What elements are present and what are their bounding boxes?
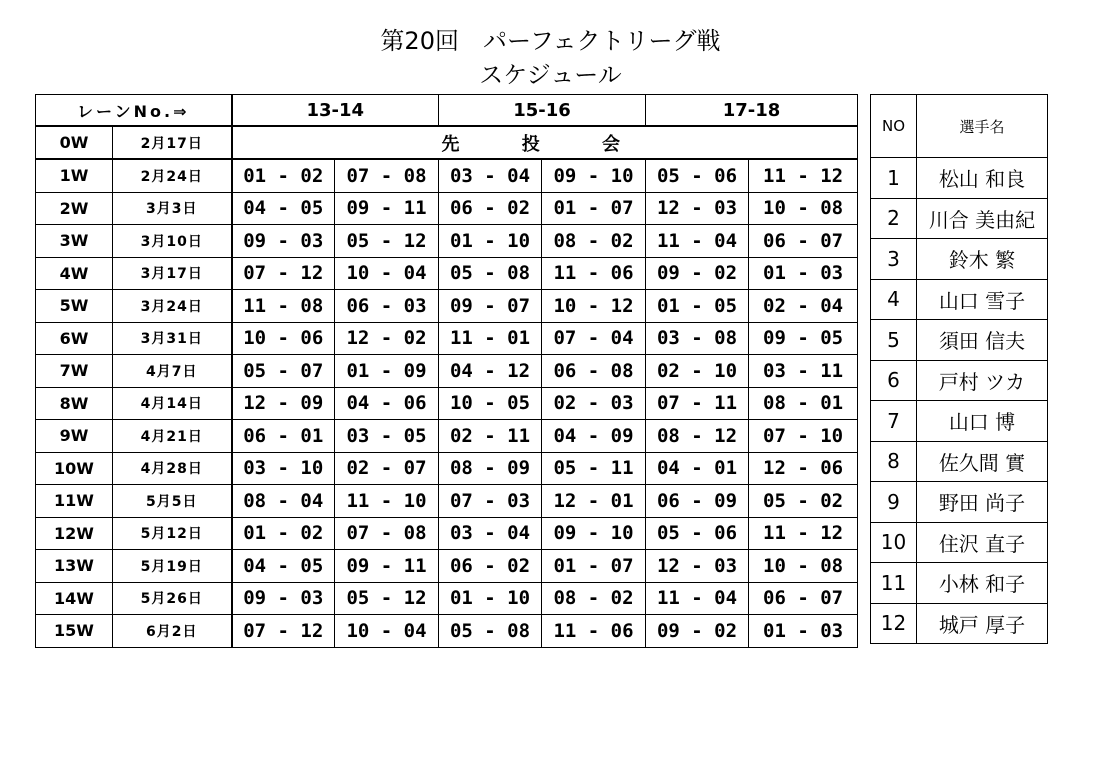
- date-cell: 2月17日: [113, 126, 232, 159]
- pre-session-note: 先 投 会: [232, 126, 858, 159]
- player-row: [871, 320, 1048, 361]
- lane-group-header: 17-18: [646, 95, 858, 127]
- week-cell: 7W: [36, 355, 113, 388]
- matchup-cell: 01 - 09: [335, 355, 439, 388]
- week-cell: 8W: [36, 387, 113, 420]
- date-cell: 5月26日: [113, 582, 232, 615]
- schedule-row: [36, 420, 858, 453]
- matchup-cell: 06 - 07: [749, 582, 858, 615]
- player-row: [871, 158, 1048, 199]
- matchup-cell: 06 - 01: [232, 420, 335, 453]
- matchup-cell: 06 - 02: [439, 192, 542, 225]
- matchup-cell: 02 - 04: [749, 290, 858, 323]
- player-number: 4: [871, 279, 917, 320]
- matchup-cell: 11 - 04: [646, 225, 749, 258]
- matchup-cell: 09 - 05: [749, 322, 858, 355]
- matchup-cell: 04 - 12: [439, 355, 542, 388]
- matchup-cell: 04 - 09: [542, 420, 646, 453]
- matchup-cell: 03 - 11: [749, 355, 858, 388]
- matchup-cell: 12 - 06: [749, 452, 858, 485]
- player-number: 6: [871, 360, 917, 401]
- matchup-cell: 10 - 06: [232, 322, 335, 355]
- matchup-cell: 06 - 03: [335, 290, 439, 323]
- player-number: 1: [871, 158, 917, 199]
- player-name: 鈴木 繁: [917, 239, 1048, 280]
- date-cell: 5月5日: [113, 485, 232, 518]
- date-cell: 3月17日: [113, 257, 232, 290]
- date-cell: 5月19日: [113, 550, 232, 583]
- date-cell: 4月14日: [113, 387, 232, 420]
- matchup-cell: 01 - 10: [439, 582, 542, 615]
- player-row: [871, 279, 1048, 320]
- player-name: 佐久間 實: [917, 441, 1048, 482]
- matchup-cell: 07 - 11: [646, 387, 749, 420]
- player-name-header: 選手名: [917, 95, 1048, 158]
- player-number: 9: [871, 482, 917, 523]
- week-cell: 10W: [36, 452, 113, 485]
- matchup-cell: 11 - 01: [439, 322, 542, 355]
- matchup-cell: 10 - 05: [439, 387, 542, 420]
- matchup-cell: 03 - 05: [335, 420, 439, 453]
- player-number: 8: [871, 441, 917, 482]
- date-cell: 4月28日: [113, 452, 232, 485]
- player-name: 山口 雪子: [917, 279, 1048, 320]
- matchup-cell: 06 - 08: [542, 355, 646, 388]
- matchup-cell: 08 - 04: [232, 485, 335, 518]
- player-name: 須田 信夫: [917, 320, 1048, 361]
- matchup-cell: 04 - 05: [232, 192, 335, 225]
- matchup-cell: 10 - 08: [749, 192, 858, 225]
- player-row: [871, 239, 1048, 280]
- matchup-cell: 02 - 11: [439, 420, 542, 453]
- matchup-cell: 07 - 08: [335, 159, 439, 192]
- matchup-cell: 11 - 04: [646, 582, 749, 615]
- schedule-row: [36, 355, 858, 388]
- matchup-cell: 10 - 04: [335, 257, 439, 290]
- player-number: 10: [871, 522, 917, 563]
- player-row: [871, 401, 1048, 442]
- player-row: [871, 522, 1048, 563]
- matchup-cell: 05 - 07: [232, 355, 335, 388]
- matchup-cell: 05 - 12: [335, 582, 439, 615]
- matchup-cell: 03 - 04: [439, 159, 542, 192]
- matchup-cell: 10 - 04: [335, 615, 439, 648]
- date-cell: 3月31日: [113, 322, 232, 355]
- schedule-row: [36, 257, 858, 290]
- player-number: 2: [871, 198, 917, 239]
- week-cell: 12W: [36, 517, 113, 550]
- matchup-cell: 10 - 08: [749, 550, 858, 583]
- player-row: [871, 360, 1048, 401]
- matchup-cell: 09 - 03: [232, 225, 335, 258]
- matchup-cell: 02 - 07: [335, 452, 439, 485]
- matchup-cell: 04 - 06: [335, 387, 439, 420]
- matchup-cell: 09 - 02: [646, 257, 749, 290]
- week-cell: 3W: [36, 225, 113, 258]
- player-name: 野田 尚子: [917, 482, 1048, 523]
- week-cell: 4W: [36, 257, 113, 290]
- matchup-cell: 05 - 08: [439, 615, 542, 648]
- matchup-cell: 08 - 12: [646, 420, 749, 453]
- matchup-cell: 07 - 12: [232, 257, 335, 290]
- matchup-cell: 07 - 12: [232, 615, 335, 648]
- lane-group-header: 15-16: [439, 95, 646, 127]
- matchup-cell: 01 - 07: [542, 550, 646, 583]
- player-number: 5: [871, 320, 917, 361]
- player-row: [871, 482, 1048, 523]
- schedule-table: [35, 94, 858, 648]
- week-cell: 14W: [36, 582, 113, 615]
- schedule-row: [36, 517, 858, 550]
- date-cell: 3月3日: [113, 192, 232, 225]
- matchup-cell: 09 - 02: [646, 615, 749, 648]
- schedule-row: [36, 615, 858, 648]
- matchup-cell: 11 - 06: [542, 615, 646, 648]
- matchup-cell: 03 - 08: [646, 322, 749, 355]
- matchup-cell: 09 - 10: [542, 517, 646, 550]
- player-number: 3: [871, 239, 917, 280]
- matchup-cell: 04 - 05: [232, 550, 335, 583]
- matchup-cell: 09 - 10: [542, 159, 646, 192]
- lane-number-label: レーンNo.⇒: [36, 95, 232, 127]
- matchup-cell: 01 - 03: [749, 257, 858, 290]
- date-cell: 4月7日: [113, 355, 232, 388]
- date-cell: 4月21日: [113, 420, 232, 453]
- player-row: [871, 563, 1048, 604]
- matchup-cell: 01 - 02: [232, 159, 335, 192]
- matchup-cell: 12 - 01: [542, 485, 646, 518]
- matchup-cell: 07 - 10: [749, 420, 858, 453]
- date-cell: 3月10日: [113, 225, 232, 258]
- player-row: [871, 603, 1048, 644]
- lane-group-header: 13-14: [232, 95, 439, 127]
- document-title: 第20回 パーフェクトリーグ戦: [380, 27, 721, 55]
- week-cell: 15W: [36, 615, 113, 648]
- matchup-cell: 11 - 10: [335, 485, 439, 518]
- matchup-cell: 12 - 03: [646, 550, 749, 583]
- date-cell: 3月24日: [113, 290, 232, 323]
- matchup-cell: 09 - 11: [335, 550, 439, 583]
- matchup-cell: 03 - 10: [232, 452, 335, 485]
- schedule-row: [36, 387, 858, 420]
- player-number: 11: [871, 563, 917, 604]
- week-cell: 2W: [36, 192, 113, 225]
- matchup-cell: 09 - 07: [439, 290, 542, 323]
- matchup-cell: 12 - 03: [646, 192, 749, 225]
- matchup-cell: 08 - 02: [542, 582, 646, 615]
- document-subtitle: スケジュール: [479, 61, 622, 89]
- player-name: 城戸 厚子: [917, 603, 1048, 644]
- matchup-cell: 05 - 06: [646, 159, 749, 192]
- player-no-header: NO: [871, 95, 917, 158]
- matchup-cell: 09 - 11: [335, 192, 439, 225]
- matchup-cell: 05 - 11: [542, 452, 646, 485]
- player-name: 戸村 ツカ: [917, 360, 1048, 401]
- matchup-cell: 02 - 03: [542, 387, 646, 420]
- matchup-cell: 08 - 01: [749, 387, 858, 420]
- player-name: 住沢 直子: [917, 522, 1048, 563]
- matchup-cell: 11 - 08: [232, 290, 335, 323]
- schedule-row: [36, 550, 858, 583]
- matchup-cell: 11 - 12: [749, 159, 858, 192]
- player-number: 7: [871, 401, 917, 442]
- schedule-row: [36, 290, 858, 323]
- matchup-cell: 05 - 08: [439, 257, 542, 290]
- player-name: 松山 和良: [917, 158, 1048, 199]
- matchup-cell: 06 - 09: [646, 485, 749, 518]
- matchup-cell: 12 - 09: [232, 387, 335, 420]
- matchup-cell: 03 - 04: [439, 517, 542, 550]
- player-name: 山口 博: [917, 401, 1048, 442]
- week-cell: 6W: [36, 322, 113, 355]
- schedule-row: [36, 159, 858, 192]
- schedule-row: [36, 225, 858, 258]
- week-cell: 13W: [36, 550, 113, 583]
- matchup-cell: 01 - 07: [542, 192, 646, 225]
- matchup-cell: 01 - 05: [646, 290, 749, 323]
- matchup-cell: 06 - 07: [749, 225, 858, 258]
- matchup-cell: 11 - 06: [542, 257, 646, 290]
- matchup-cell: 12 - 02: [335, 322, 439, 355]
- schedule-row: [36, 192, 858, 225]
- schedule-row: [36, 322, 858, 355]
- matchup-cell: 01 - 02: [232, 517, 335, 550]
- matchup-cell: 07 - 04: [542, 322, 646, 355]
- player-name: 小林 和子: [917, 563, 1048, 604]
- matchup-cell: 04 - 01: [646, 452, 749, 485]
- player-name: 川合 美由紀: [917, 198, 1048, 239]
- matchup-cell: 07 - 08: [335, 517, 439, 550]
- week-cell: 5W: [36, 290, 113, 323]
- week-cell: 0W: [36, 126, 113, 159]
- matchup-cell: 09 - 03: [232, 582, 335, 615]
- schedule-row: [36, 582, 858, 615]
- matchup-cell: 01 - 10: [439, 225, 542, 258]
- schedule-row: [36, 485, 858, 518]
- matchup-cell: 08 - 02: [542, 225, 646, 258]
- matchup-cell: 05 - 12: [335, 225, 439, 258]
- matchup-cell: 07 - 03: [439, 485, 542, 518]
- matchup-cell: 01 - 03: [749, 615, 858, 648]
- matchup-cell: 05 - 06: [646, 517, 749, 550]
- player-row: [871, 441, 1048, 482]
- schedule-row: [36, 452, 858, 485]
- date-cell: 6月2日: [113, 615, 232, 648]
- matchup-cell: 11 - 12: [749, 517, 858, 550]
- player-number: 12: [871, 603, 917, 644]
- matchup-cell: 05 - 02: [749, 485, 858, 518]
- date-cell: 2月24日: [113, 159, 232, 192]
- matchup-cell: 08 - 09: [439, 452, 542, 485]
- week-cell: 1W: [36, 159, 113, 192]
- week-cell: 11W: [36, 485, 113, 518]
- week-cell: 9W: [36, 420, 113, 453]
- players-table: [870, 94, 1048, 644]
- date-cell: 5月12日: [113, 517, 232, 550]
- player-row: [871, 198, 1048, 239]
- matchup-cell: 02 - 10: [646, 355, 749, 388]
- matchup-cell: 10 - 12: [542, 290, 646, 323]
- matchup-cell: 06 - 02: [439, 550, 542, 583]
